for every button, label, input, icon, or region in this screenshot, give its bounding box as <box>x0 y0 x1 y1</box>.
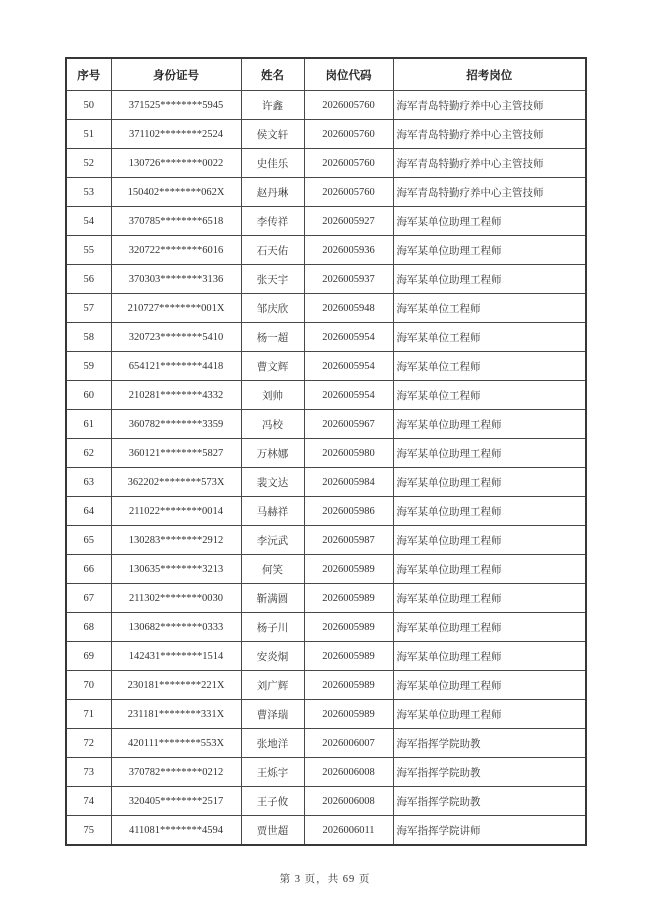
table-row <box>66 381 586 410</box>
table-row <box>66 671 586 700</box>
cell-name: 李传祥 <box>241 207 304 236</box>
cell-serial: 59 <box>66 352 111 381</box>
cell-job-code: 2026005986 <box>304 497 393 526</box>
cell-id-number: 360782********3359 <box>111 410 241 439</box>
table-row <box>66 468 586 497</box>
cell-job-title: 海军某单位助理工程师 <box>393 439 586 468</box>
cell-job-code: 2026005760 <box>304 91 393 120</box>
cell-job-code: 2026005954 <box>304 323 393 352</box>
cell-job-code: 2026005937 <box>304 265 393 294</box>
table-row <box>66 207 586 236</box>
cell-id-number: 370303********3136 <box>111 265 241 294</box>
cell-serial: 71 <box>66 700 111 729</box>
cell-job-code: 2026005989 <box>304 555 393 584</box>
cell-job-code: 2026006008 <box>304 758 393 787</box>
cell-serial: 74 <box>66 787 111 816</box>
table-row <box>66 91 586 120</box>
cell-serial: 50 <box>66 91 111 120</box>
cell-id-number: 320405********2517 <box>111 787 241 816</box>
cell-job-code: 2026005989 <box>304 642 393 671</box>
cell-id-number: 150402********062X <box>111 178 241 207</box>
cell-job-title: 海军某单位工程师 <box>393 323 586 352</box>
cell-job-code: 2026005948 <box>304 294 393 323</box>
cell-serial: 68 <box>66 613 111 642</box>
table-row <box>66 294 586 323</box>
cell-name: 王烁宇 <box>241 758 304 787</box>
cell-job-title: 海军某单位助理工程师 <box>393 642 586 671</box>
table-row <box>66 816 586 846</box>
cell-id-number: 211302********0030 <box>111 584 241 613</box>
cell-id-number: 370785********6518 <box>111 207 241 236</box>
table-row <box>66 265 586 294</box>
cell-job-title: 海军某单位助理工程师 <box>393 265 586 294</box>
cell-job-code: 2026005760 <box>304 149 393 178</box>
cell-serial: 58 <box>66 323 111 352</box>
cell-name: 侯文轩 <box>241 120 304 149</box>
cell-job-code: 2026005760 <box>304 178 393 207</box>
cell-job-code: 2026005954 <box>304 352 393 381</box>
table-header-row <box>66 58 586 91</box>
cell-name: 邹庆欣 <box>241 294 304 323</box>
cell-serial: 54 <box>66 207 111 236</box>
cell-id-number: 371102********2524 <box>111 120 241 149</box>
cell-name: 裴文达 <box>241 468 304 497</box>
cell-job-title: 海军青岛特勤疗养中心主管技师 <box>393 149 586 178</box>
table-body <box>66 91 586 846</box>
cell-job-code: 2026006007 <box>304 729 393 758</box>
cell-name: 贾世超 <box>241 816 304 846</box>
cell-serial: 69 <box>66 642 111 671</box>
header-id-number: 身份证号 <box>111 58 241 91</box>
cell-serial: 57 <box>66 294 111 323</box>
table-row <box>66 497 586 526</box>
cell-serial: 52 <box>66 149 111 178</box>
cell-id-number: 362202********573X <box>111 468 241 497</box>
cell-job-title: 海军指挥学院助教 <box>393 758 586 787</box>
cell-job-title: 海军某单位助理工程师 <box>393 207 586 236</box>
table-row <box>66 178 586 207</box>
cell-name: 许鑫 <box>241 91 304 120</box>
cell-name: 曹泽瑞 <box>241 700 304 729</box>
cell-job-code: 2026006011 <box>304 816 393 846</box>
cell-id-number: 411081********4594 <box>111 816 241 846</box>
cell-serial: 63 <box>66 468 111 497</box>
table-row <box>66 584 586 613</box>
cell-job-title: 海军某单位工程师 <box>393 381 586 410</box>
cell-name: 王子攸 <box>241 787 304 816</box>
cell-name: 冯校 <box>241 410 304 439</box>
cell-job-title: 海军指挥学院助教 <box>393 729 586 758</box>
cell-name: 安炎烔 <box>241 642 304 671</box>
cell-job-code: 2026005936 <box>304 236 393 265</box>
cell-job-title: 海军青岛特勤疗养中心主管技师 <box>393 120 586 149</box>
cell-serial: 72 <box>66 729 111 758</box>
cell-job-title: 海军青岛特勤疗养中心主管技师 <box>393 91 586 120</box>
table-row <box>66 149 586 178</box>
header-serial: 序号 <box>66 58 111 91</box>
cell-job-code: 2026005980 <box>304 439 393 468</box>
cell-serial: 66 <box>66 555 111 584</box>
cell-id-number: 420111********553X <box>111 729 241 758</box>
cell-job-code: 2026005989 <box>304 700 393 729</box>
cell-serial: 64 <box>66 497 111 526</box>
cell-id-number: 211022********0014 <box>111 497 241 526</box>
header-job-code: 岗位代码 <box>304 58 393 91</box>
table-row <box>66 729 586 758</box>
table-row <box>66 526 586 555</box>
cell-job-title: 海军指挥学院讲师 <box>393 816 586 846</box>
cell-name: 张天宇 <box>241 265 304 294</box>
cell-name: 史佳乐 <box>241 149 304 178</box>
cell-job-title: 海军某单位助理工程师 <box>393 236 586 265</box>
cell-id-number: 320723********5410 <box>111 323 241 352</box>
cell-job-title: 海军青岛特勤疗养中心主管技师 <box>393 178 586 207</box>
cell-job-title: 海军某单位助理工程师 <box>393 671 586 700</box>
cell-id-number: 654121********4418 <box>111 352 241 381</box>
cell-name: 万林娜 <box>241 439 304 468</box>
cell-serial: 61 <box>66 410 111 439</box>
cell-job-code: 2026005927 <box>304 207 393 236</box>
cell-job-code: 2026005760 <box>304 120 393 149</box>
cell-id-number: 230181********221X <box>111 671 241 700</box>
cell-name: 李沅武 <box>241 526 304 555</box>
cell-name: 刘帅 <box>241 381 304 410</box>
cell-job-code: 2026005989 <box>304 671 393 700</box>
header-name: 姓名 <box>241 58 304 91</box>
candidate-table <box>65 57 587 846</box>
table-row <box>66 439 586 468</box>
cell-serial: 51 <box>66 120 111 149</box>
cell-serial: 62 <box>66 439 111 468</box>
cell-serial: 75 <box>66 816 111 846</box>
header-job-title: 招考岗位 <box>393 58 586 91</box>
table-row <box>66 555 586 584</box>
table-header <box>66 58 586 91</box>
table-row <box>66 352 586 381</box>
cell-id-number: 130283********2912 <box>111 526 241 555</box>
cell-job-title: 海军某单位助理工程师 <box>393 700 586 729</box>
cell-job-title: 海军某单位助理工程师 <box>393 584 586 613</box>
cell-id-number: 210281********4332 <box>111 381 241 410</box>
cell-serial: 70 <box>66 671 111 700</box>
cell-id-number: 130726********0022 <box>111 149 241 178</box>
cell-job-title: 海军指挥学院助教 <box>393 787 586 816</box>
cell-name: 杨子川 <box>241 613 304 642</box>
table-row <box>66 323 586 352</box>
cell-job-code: 2026005984 <box>304 468 393 497</box>
cell-id-number: 371525********5945 <box>111 91 241 120</box>
cell-name: 曹文辉 <box>241 352 304 381</box>
cell-job-code: 2026005989 <box>304 584 393 613</box>
cell-job-code: 2026006008 <box>304 787 393 816</box>
cell-name: 靳满圆 <box>241 584 304 613</box>
cell-job-title: 海军某单位助理工程师 <box>393 613 586 642</box>
cell-name: 杨一超 <box>241 323 304 352</box>
cell-job-title: 海军某单位助理工程师 <box>393 410 586 439</box>
cell-id-number: 130635********3213 <box>111 555 241 584</box>
cell-name: 张地洋 <box>241 729 304 758</box>
cell-job-title: 海军某单位助理工程师 <box>393 526 586 555</box>
table-row <box>66 787 586 816</box>
table-row <box>66 758 586 787</box>
table-row <box>66 642 586 671</box>
cell-job-title: 海军某单位工程师 <box>393 352 586 381</box>
cell-name: 石天佑 <box>241 236 304 265</box>
cell-serial: 65 <box>66 526 111 555</box>
cell-name: 马赫祥 <box>241 497 304 526</box>
cell-job-code: 2026005954 <box>304 381 393 410</box>
page-number-footer: 第 3 页，共 69 页 <box>279 874 371 885</box>
cell-name: 赵丹琳 <box>241 178 304 207</box>
cell-id-number: 142431********1514 <box>111 642 241 671</box>
cell-name: 何笑 <box>241 555 304 584</box>
table-row <box>66 120 586 149</box>
cell-job-title: 海军某单位助理工程师 <box>393 555 586 584</box>
cell-job-title: 海军某单位工程师 <box>393 294 586 323</box>
cell-serial: 67 <box>66 584 111 613</box>
cell-serial: 56 <box>66 265 111 294</box>
cell-id-number: 130682********0333 <box>111 613 241 642</box>
cell-job-title: 海军某单位助理工程师 <box>393 468 586 497</box>
cell-id-number: 370782********0212 <box>111 758 241 787</box>
cell-id-number: 360121********5827 <box>111 439 241 468</box>
table-row <box>66 700 586 729</box>
cell-id-number: 231181********331X <box>111 700 241 729</box>
table-row <box>66 236 586 265</box>
table-row <box>66 410 586 439</box>
cell-serial: 73 <box>66 758 111 787</box>
cell-job-code: 2026005987 <box>304 526 393 555</box>
cell-serial: 55 <box>66 236 111 265</box>
cell-name: 刘广辉 <box>241 671 304 700</box>
cell-serial: 60 <box>66 381 111 410</box>
table-row <box>66 613 586 642</box>
cell-job-code: 2026005989 <box>304 613 393 642</box>
cell-job-code: 2026005967 <box>304 410 393 439</box>
cell-serial: 53 <box>66 178 111 207</box>
cell-job-title: 海军某单位助理工程师 <box>393 497 586 526</box>
cell-id-number: 320722********6016 <box>111 236 241 265</box>
cell-id-number: 210727********001X <box>111 294 241 323</box>
